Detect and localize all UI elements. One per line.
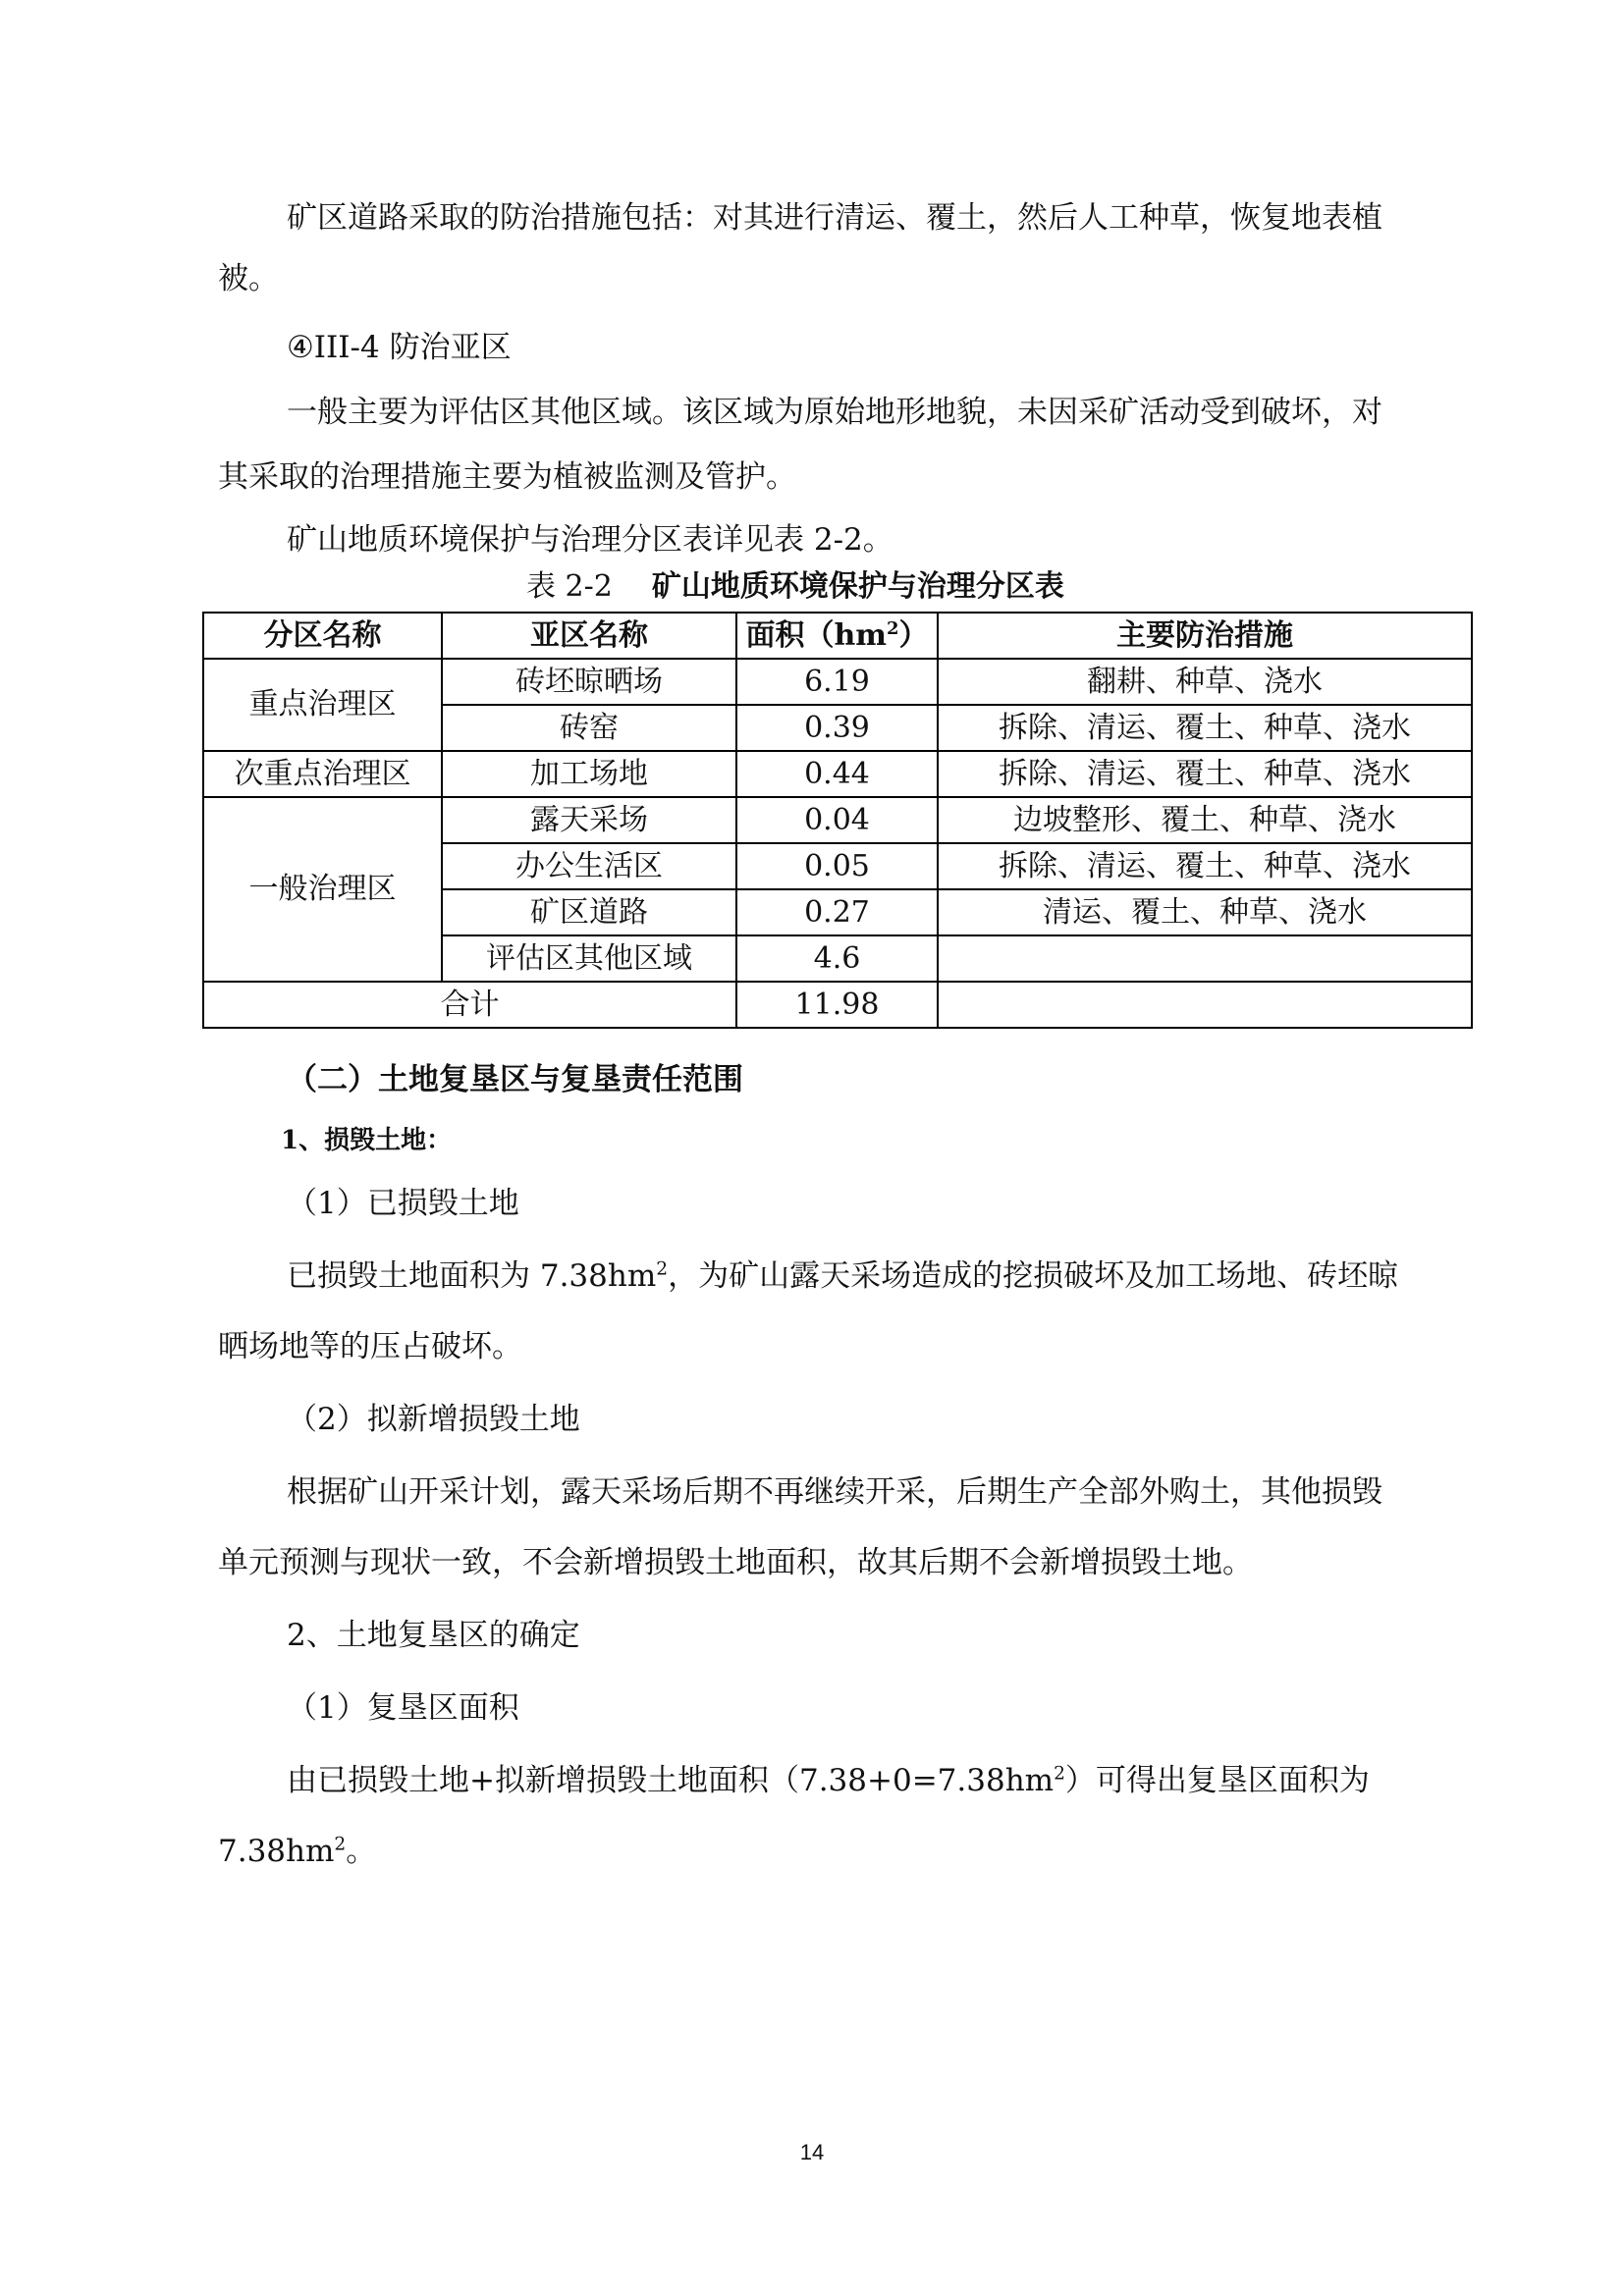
measures-cell: 边坡整形、覆土、种草、浇水 <box>938 797 1472 843</box>
table-caption-title: 矿山地质环境保护与治理分区表 <box>651 569 1064 604</box>
subzone-cell: 矿区道路 <box>442 889 736 935</box>
area-cell: 0.39 <box>736 705 938 751</box>
page-number: 14 <box>799 2140 825 2164</box>
subsection-area-size: （1）复垦区面积 <box>287 1690 519 1726</box>
total-measures-empty <box>938 982 1472 1028</box>
road-measures-line1: 矿区道路采取的防治措施包括：对其进行清运、覆土，然后人工种草，恢复地表植 <box>287 200 1382 236</box>
subzone-cell: 露天采场 <box>442 797 736 843</box>
zone-cell: 一般治理区 <box>203 797 442 982</box>
subsection-existing-damage: （1）已损毁土地 <box>287 1186 519 1221</box>
subzone-heading: ④III-4 防治亚区 <box>287 330 512 365</box>
table-row <box>203 797 1472 843</box>
subzone-cell: 砖坯晾晒场 <box>442 659 736 705</box>
zoning-table <box>202 612 1473 1029</box>
area-cell: 0.04 <box>736 797 938 843</box>
section-heading: （二）土地复垦区与复垦责任范围 <box>287 1062 743 1097</box>
subsection-reclamation-area: 2、土地复垦区的确定 <box>287 1618 580 1653</box>
damaged-line2: 晒场地等的压占破坏。 <box>218 1329 522 1364</box>
area-cell: 6.19 <box>736 659 938 705</box>
header-zone: 分区名称 <box>203 613 442 659</box>
measures-cell: 翻耕、种草、浇水 <box>938 659 1472 705</box>
table-reference: 矿山地质环境保护与治理分区表详见表 2-2。 <box>287 522 893 558</box>
general-line1: 一般主要为评估区其他区域。该区域为原始地形地貌，未因采矿活动受到破坏，对 <box>287 395 1382 430</box>
subzone-cell: 评估区其他区域 <box>442 935 736 982</box>
zone-cell: 重点治理区 <box>203 659 442 751</box>
measures-cell: 拆除、清运、覆土、种草、浇水 <box>938 705 1472 751</box>
area-cell: 0.27 <box>736 889 938 935</box>
subzone-cell: 砖窑 <box>442 705 736 751</box>
area-cell: 4.6 <box>736 935 938 982</box>
table-caption-number: 表 2-2 <box>526 569 613 604</box>
damaged-line1: 已损毁土地面积为 $7.38hm^2$，为矿山露天采场造成的挖损破坏及加工场地、砖坯晾 <box>287 1258 1399 1294</box>
area-line2: $7.38hm^2$。 <box>218 1834 377 1869</box>
new-damage-line2: 单元预测与现状一致，不会新增损毁土地面积，故其后期不会新增损毁土地。 <box>218 1545 1253 1580</box>
table-caption <box>526 567 1064 607</box>
new-damage-line1: 根据矿山开采计划，露天采场后期不再继续开采，后期生产全部外购土，其他损毁 <box>287 1474 1382 1510</box>
road-measures-line2: 被。 <box>218 261 279 296</box>
zone-cell: 次重点治理区 <box>203 751 442 797</box>
table-total-row <box>203 982 1472 1028</box>
area-cell: 0.05 <box>736 843 938 889</box>
header-area: 面积$(hm^2)$ <box>736 613 938 659</box>
general-line2: 其采取的治理措施主要为植被监测及管护。 <box>218 459 796 495</box>
subsection-new-damage: （2）拟新增损毁土地 <box>287 1402 580 1437</box>
area-cell: 0.44 <box>736 751 938 797</box>
table-row <box>203 659 1472 705</box>
table-row <box>203 751 1472 797</box>
total-area: 11.98 <box>736 982 938 1028</box>
measures-cell <box>938 935 1472 982</box>
subsection-damaged-land: 1、损毁土地： <box>281 1126 453 1155</box>
total-label: 合计 <box>203 982 736 1028</box>
area-line1: 由已损毁土地+拟新增损毁土地面积$(7.38+0=7.38hm^2)$可得出复垦区面积为 <box>287 1763 1370 1798</box>
measures-cell: 清运、覆土、种草、浇水 <box>938 889 1472 935</box>
measures-cell: 拆除、清运、覆土、种草、浇水 <box>938 751 1472 797</box>
subzone-cell: 办公生活区 <box>442 843 736 889</box>
header-measures: 主要防治措施 <box>938 613 1472 659</box>
header-subzone: 亚区名称 <box>442 613 736 659</box>
subzone-cell: 加工场地 <box>442 751 736 797</box>
measures-cell: 拆除、清运、覆土、种草、浇水 <box>938 843 1472 889</box>
table-header-row <box>203 613 1472 659</box>
